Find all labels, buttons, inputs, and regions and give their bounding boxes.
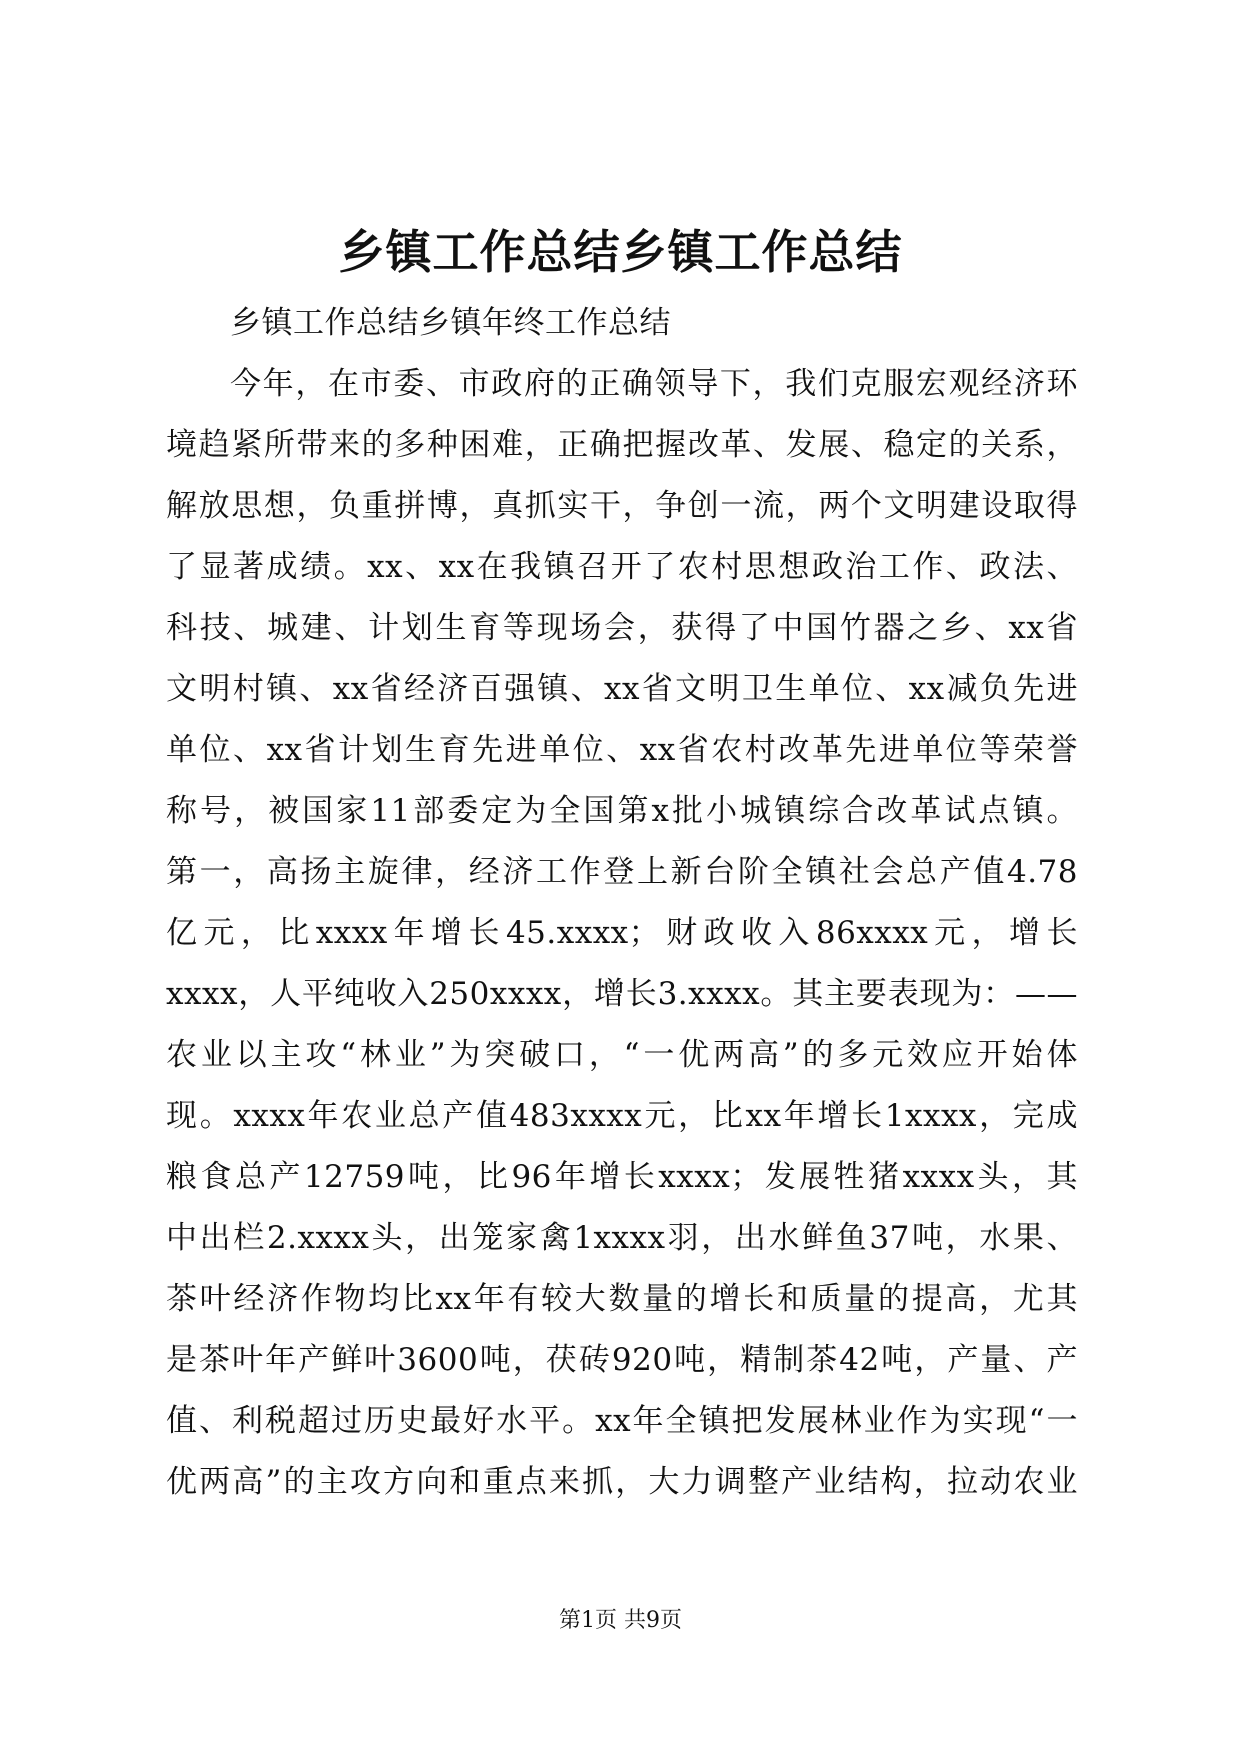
body-line: 是茶叶年产鲜叶3600吨，茯砖920吨，精制茶42吨，产量、产 (166, 1342, 1078, 1378)
subtitle-line: 乡镇工作总结乡镇年终工作总结 (230, 305, 671, 341)
body-line: 优两高”的主攻方向和重点来抓，大力调整产业结构，拉动农业 (166, 1464, 1078, 1500)
body-line: xxxx，人平纯收入250xxxx，增长3.xxxx。其主要表现为：—— (166, 976, 1078, 1012)
document-body (166, 293, 1078, 1513)
body-line: 中出栏2.xxxx头，出笼家禽1xxxx羽，出水鲜鱼37吨，水果、 (166, 1220, 1078, 1256)
body-line: 值、利税超过历史最好水平。xx年全镇把发展林业作为实现“一 (166, 1403, 1078, 1439)
body-line: 境趋紧所带来的多种困难，正确把握改革、发展、稳定的关系， (166, 427, 1078, 463)
body-line: 科技、城建、计划生育等现场会，获得了中国竹器之乡、xx省 (166, 610, 1078, 646)
body-line: 今年，在市委、市政府的正确领导下，我们克服宏观经济环 (230, 366, 1078, 402)
body-line: 亿元，比xxxx年增长45.xxxx；财政收入86xxxx元，增长 (166, 915, 1078, 951)
body-line: 农业以主攻“林业”为突破口，“一优两高”的多元效应开始体 (166, 1037, 1078, 1073)
body-line: 单位、xx省计划生育先进单位、xx省农村改革先进单位等荣誉 (166, 732, 1078, 768)
body-line: 茶叶经济作物均比xx年有较大数量的增长和质量的提高，尤其 (166, 1281, 1078, 1317)
body-line: 称号，被国家11部委定为全国第x批小城镇综合改革试点镇。 (166, 793, 1078, 829)
body-line: 现。xxxx年农业总产值483xxxx元，比xx年增长1xxxx，完成 (166, 1098, 1078, 1134)
body-line: 第一，高扬主旋律，经济工作登上新台阶全镇社会总产值4.78 (166, 854, 1078, 890)
page-number-footer: 第1页 共9页 (559, 1608, 682, 1633)
body-line: 了显著成绩。xx、xx在我镇召开了农村思想政治工作、政法、 (166, 549, 1078, 585)
body-line: 解放思想，负重拼博，真抓实干，争创一流，两个文明建设取得 (166, 488, 1078, 524)
body-line: 粮食总产12759吨，比96年增长xxxx；发展牲猪xxxx头，其 (166, 1159, 1078, 1195)
document-title: 乡镇工作总结乡镇工作总结 (338, 225, 903, 279)
body-line: 文明村镇、xx省经济百强镇、xx省文明卫生单位、xx减负先进 (166, 671, 1078, 707)
